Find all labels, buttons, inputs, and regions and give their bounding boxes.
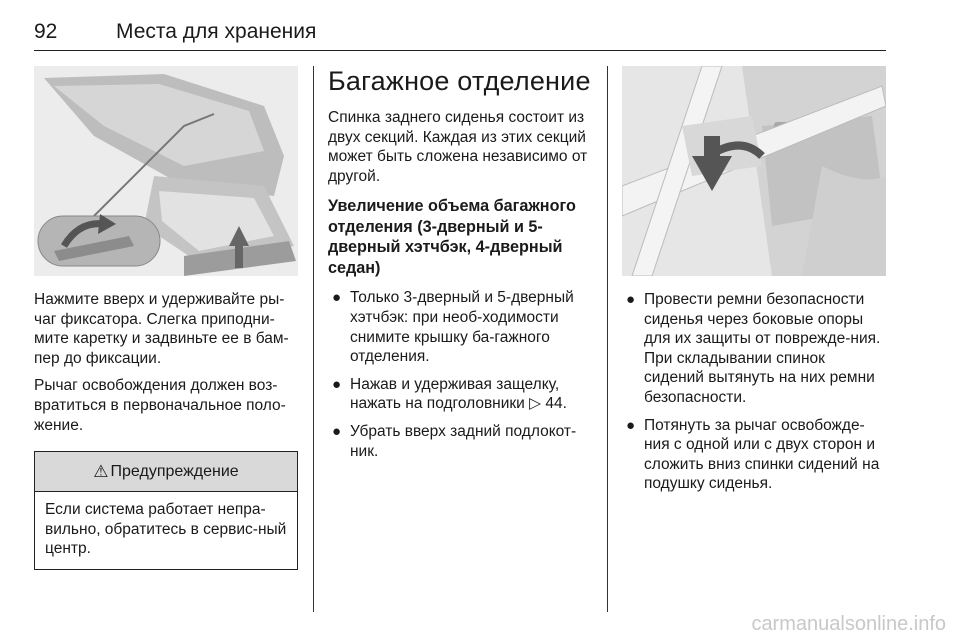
section-title: Места для хранения (116, 20, 317, 43)
left-column (34, 66, 298, 570)
column-divider (607, 66, 608, 612)
bullet-icon: ● (332, 289, 342, 307)
warning-header (35, 452, 297, 492)
list-item (622, 290, 886, 408)
list-item-text: Убрать вверх задний подлокот-ник. (350, 422, 577, 460)
warning-box (34, 451, 298, 570)
bullet-icon: ● (332, 375, 342, 393)
list-item-text: Нажав и удерживая защелку, нажать на подголовники ▷ 44. (350, 375, 567, 413)
list-item-text: Потянуть за рычаг освобожде-ния с одной или с двух сторон и сложить вниз спинки сидений на подушку сиденья. (644, 416, 880, 493)
bullet-icon: ● (626, 291, 636, 308)
page-number: 92 (34, 20, 58, 43)
list-item-text: Только 3-дверный и 5-дверный хэтчбэк: при необ-ходимости снимите крышку ба-гажного отделения. (350, 289, 574, 366)
main-heading: Багажное отделение (328, 66, 591, 96)
bullet-icon: ● (332, 422, 342, 440)
list-item (622, 416, 886, 494)
middle-column (328, 66, 592, 469)
page-header (34, 16, 886, 51)
warning-title: Предупреждение (110, 462, 239, 480)
bullet-list (328, 288, 592, 461)
sub-heading: Увеличение объема багажного отделения (3-дверный и 5-дверный хэтчбэк, 4-дверный седан) (328, 197, 576, 277)
figure-seatbelt-guide (622, 66, 886, 276)
bullet-list (622, 290, 886, 494)
column-divider (313, 66, 314, 612)
warning-triangle-icon: ⚠ (93, 461, 109, 481)
warning-text: Если система работает непра-вильно, обратитесь в сервис-ный центр. (45, 501, 287, 558)
bullet-icon: ● (626, 416, 636, 434)
instruction-paragraph: Рычаг освобождения должен воз-вратиться в первоначальное поло-жение. (34, 377, 286, 434)
figure-bumper-carrier (34, 66, 298, 276)
list-item (328, 288, 592, 366)
right-column (622, 66, 886, 502)
watermark: carmanualsonline.info (751, 613, 946, 635)
list-item (328, 422, 592, 461)
list-item-text: Провести ремни безопасности сиденья через боковые опоры для их защиты от поврежде-ния. При складывании спинок сидений вытянуть на них ремни безопасности. (644, 291, 881, 406)
intro-paragraph: Спинка заднего сиденья состоит из двух секций. Каждая из этих секций может быть сложена независимо от другой. (328, 109, 588, 185)
instruction-paragraph: Нажмите вверх и удерживайте ры-чаг фиксатора. Слегка приподни-мите каретку и задвиньте ее в бам-пер до фиксации. (34, 291, 289, 367)
list-item (328, 375, 592, 414)
